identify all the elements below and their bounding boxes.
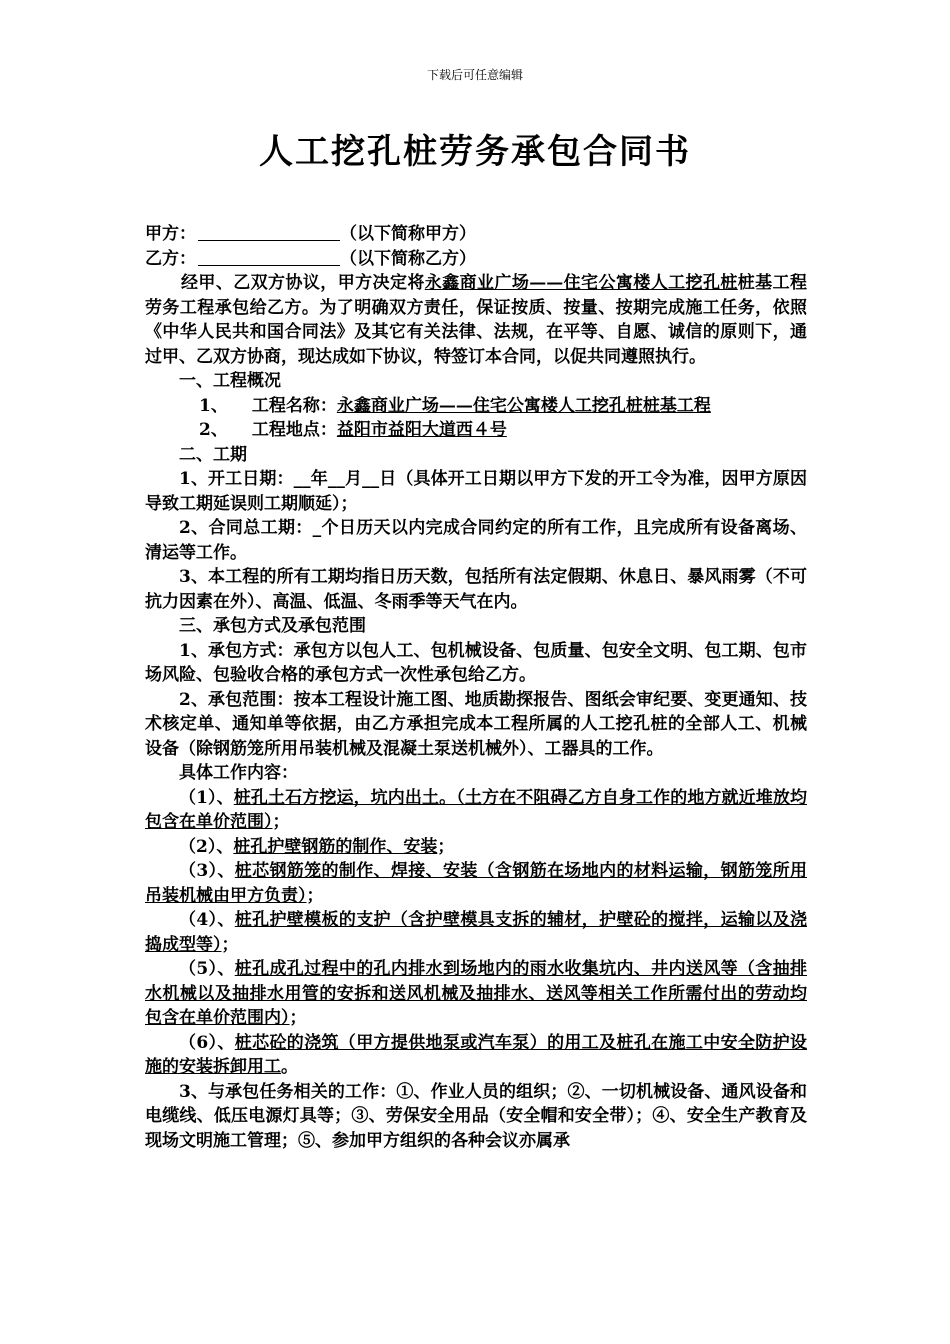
- contract-scope-clause: 2、承包范围：按本工程设计施工图、地质勘探报告、图纸会审纪要、变更通知、技术核定单、通知单等依据，由乙方承担完成本工程所属的人工挖孔桩的全部人工、机械设备（除钢筋笼所用吊装机械及混凝土泵送机械外）、工器具的工作。: [145, 689, 807, 759]
- work-item-4-text: 桩孔护壁模板的支护（含护壁模具支拆的辅材，护壁砼的搅拌，运输以及浇捣成型等）: [145, 910, 807, 955]
- project-location-item: [145, 418, 807, 443]
- work-item-1-end: ；: [272, 812, 290, 832]
- section-2-heading: 二、工期: [179, 444, 247, 465]
- work-item-4-end: ；: [221, 934, 239, 955]
- work-item-2-text: 桩孔护壁钢筋的制作、安装: [233, 836, 438, 857]
- item-1-key: 工程名称：: [251, 395, 337, 416]
- work-item-2-end: ；: [437, 836, 455, 857]
- contract-body: [145, 222, 807, 1153]
- party-b-suffix: （以下简称乙方）: [340, 248, 476, 269]
- total-duration-clause: 2、合同总工期：_个日历天以内完成合同约定的所有工作，且完成所有设备离场、清运等工作。: [145, 518, 807, 563]
- project-name-item: [145, 394, 807, 419]
- work-item-1-text: 桩孔土石方挖运，坑内出土。（土方在不阻碍乙方自身工作的地方就近堆放均包含在单价范围）: [145, 787, 807, 832]
- work-item-2-number: （2）、: [179, 836, 234, 857]
- work-item-6-end: 。: [281, 1057, 298, 1077]
- calendar-days-clause: 3、本工程的所有工期均指日历天数，包括所有法定假期、休息日、暴风雨雾（不可抗力因素在外）、高温、低温、冬雨季等天气在内。: [145, 567, 807, 612]
- work-item-6-number: （6）、: [179, 1032, 235, 1053]
- work-item-4-number: （4）、: [179, 910, 235, 930]
- intro-rest: 桩基工程劳务工程承包给乙方。为了明确双方责任，保证按质、按量、按期完成施工任务，依照《中华人民共和国合同法》及其它有关法律、法规，在平等、自愿、诚信的原则下，通过甲、乙双方协商，现达成如下协议，特签订本合同，以促共同遵照执行。: [145, 273, 808, 367]
- work-content-heading: 具体工作内容：: [179, 763, 298, 783]
- party-a-line: [145, 222, 807, 247]
- item-1-value: 永鑫商业广场——住宅公寓楼人工挖孔桩桩基工程: [336, 395, 711, 416]
- work-item-3: [145, 859, 807, 908]
- intro-paragraph: [145, 271, 807, 369]
- start-date-clause: 1、开工日期：__年__月__日（具体开工日期以甲方下发的开工令为准，因甲方原因导致工期延误则工期顺延）；: [145, 469, 807, 514]
- work-item-4: [145, 908, 807, 957]
- item-2-number: 2、: [199, 420, 228, 440]
- work-item-3-number: （3）、: [179, 861, 235, 881]
- party-b-blank: [198, 249, 340, 266]
- party-b-line: [145, 247, 807, 272]
- related-work-clause: 3、与承包任务相关的工作：①、作业人员的组织；②、一切机械设备、通风设备和电缆线、低压电源灯具等；③、劳保安全用品（安全帽和安全带）；④、安全生产教育及现场文明施工管理；⑤、参加甲方组织的各种会议亦属承: [145, 1081, 807, 1151]
- party-a-blank: [198, 224, 340, 241]
- work-item-5: [145, 957, 807, 1031]
- item-2-key: 工程地点：: [251, 420, 337, 440]
- work-item-6-text: 桩芯砼的浇筑（甲方提供地泵或汽车泵）的用工及桩孔在施工中安全防护设施的安装拆卸用工: [145, 1032, 807, 1077]
- work-item-5-number: （5）、: [179, 959, 235, 979]
- section-1-heading: 一、工程概况: [179, 371, 281, 391]
- work-item-3-end: ；: [306, 885, 324, 906]
- work-item-5-end: ；: [289, 1008, 307, 1028]
- work-item-5-text: 桩孔成孔过程中的孔内排水到场地内的雨水收集坑内、井内送风等（含抽排水机械以及抽排水用管的安拆和送风机械及抽排水、送风等相关工作所需付出的劳动均包含在单价范围内）: [145, 959, 807, 1028]
- item-2-value: 益阳市益阳大道西４号: [336, 420, 507, 440]
- intro-pre: 经甲、乙双方协议，甲方决定将: [181, 273, 425, 293]
- work-item-2: [145, 835, 807, 860]
- work-item-6: [145, 1031, 807, 1080]
- item-1-number: 1、: [199, 395, 228, 416]
- party-a-label: 甲方：: [145, 224, 196, 244]
- work-item-3-text: 桩芯钢筋笼的制作、焊接、安装（含钢筋在场地内的材料运输，钢筋笼所用吊装机械由甲方负责）: [145, 861, 807, 906]
- contract-method-clause: 1、承包方式：承包方以包人工、包机械设备、包质量、包安全文明、包工期、包市场风险、包验收合格的承包方式一次性承包给乙方。: [145, 640, 807, 685]
- header-note: 下载后可任意编辑: [426, 68, 523, 82]
- intro-project-name: 永鑫商业广场——住宅公寓楼人工挖孔桩: [424, 273, 738, 293]
- section-3-heading: 三、承包方式及承包范围: [179, 616, 366, 636]
- document-title: 人工挖孔桩劳务承包合同书: [259, 132, 691, 172]
- party-b-label: 乙方：: [145, 248, 196, 269]
- party-a-suffix: （以下简称甲方）: [340, 224, 476, 244]
- work-item-1-number: （1）、: [179, 787, 234, 808]
- work-item-1: [145, 786, 807, 835]
